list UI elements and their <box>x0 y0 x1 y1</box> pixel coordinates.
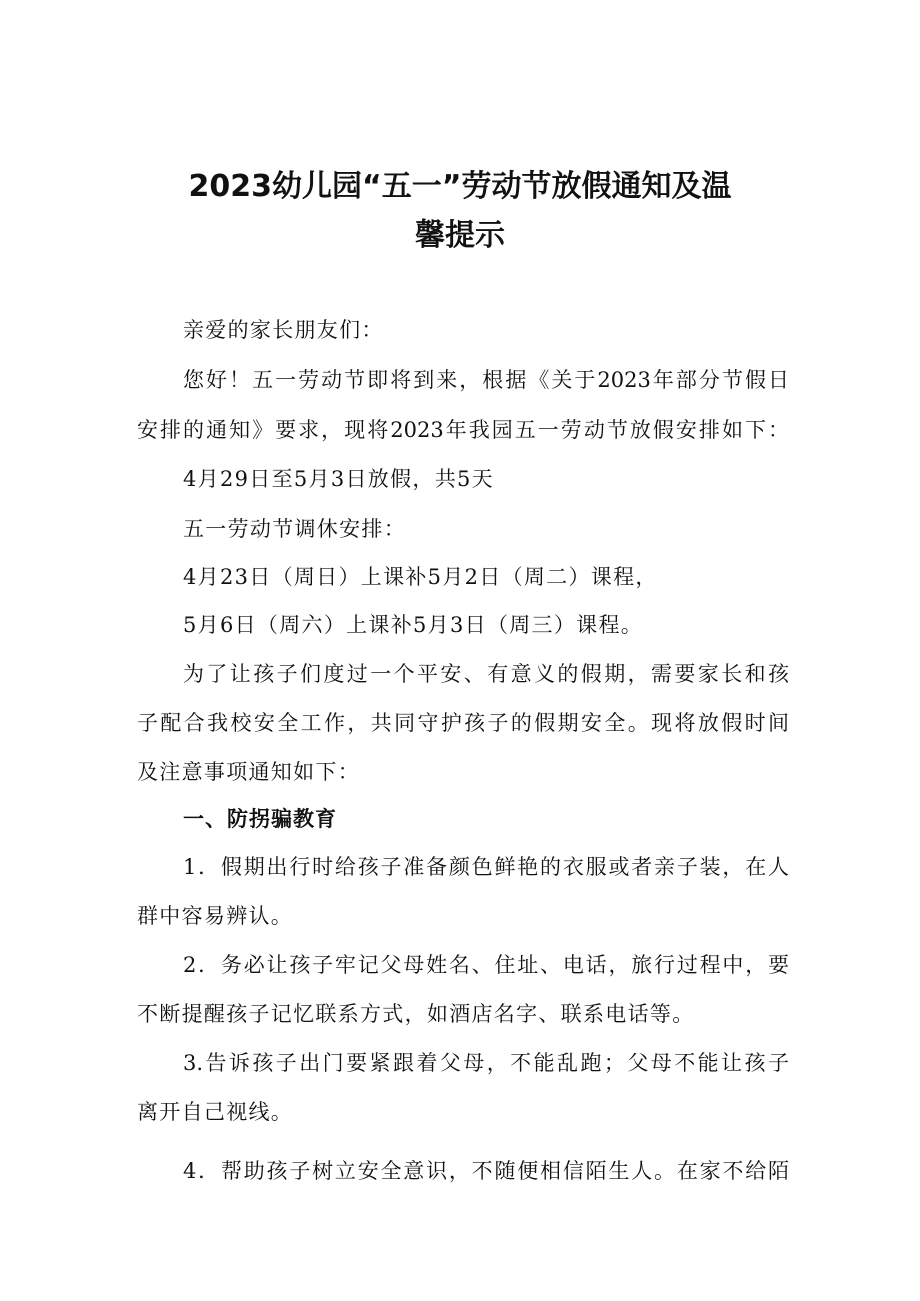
makeup-arrangement-2: 5月6日（周六）上课补5月3日（周三）课程。 <box>183 613 644 637</box>
item-3-line-1: 3.告诉孩子出门要紧跟着父母，不能乱跑；父母不能让孩子 <box>183 1051 789 1075</box>
item-3-line-2: 离开自己视线。 <box>137 1100 294 1124</box>
document-title-line-1: 2023幼儿园“五一”劳动节放假通知及温 <box>188 169 732 204</box>
section-heading-anti-abduction: 一、防拐骗教育 <box>183 807 337 831</box>
item-2-line-1: 2．务必让孩子牢记父母姓名、住址、电话，旅行过程中，要 <box>183 953 789 977</box>
holiday-dates: 4月29日至5月3日放假，共5天 <box>183 467 494 491</box>
item-4-line-1: 4．帮助孩子树立安全意识，不随便相信陌生人。在家不给陌 <box>183 1159 789 1183</box>
intro-line-2: 安排的通知》要求，现将2023年我园五一劳动节放假安排如下： <box>137 418 789 442</box>
makeup-arrangement-1: 4月23日（周日）上课补5月2日（周二）课程， <box>183 565 658 589</box>
intro-line-1: 您好！五一劳动节即将到来，根据《关于2023年部分节假日 <box>183 368 789 392</box>
purpose-line-2: 子配合我校安全工作，共同守护孩子的假期安全。现将放假时间 <box>137 711 789 735</box>
purpose-line-1: 为了让孩子们度过一个平安、有意义的假期，需要家长和孩 <box>183 662 789 686</box>
document-title-line-2: 馨提示 <box>415 218 505 253</box>
makeup-title: 五一劳动节调休安排： <box>183 517 406 541</box>
item-1-line-1: 1．假期出行时给孩子准备颜色鲜艳的衣服或者亲子装，在人 <box>183 855 789 879</box>
greeting: 亲爱的家长朋友们： <box>183 318 384 342</box>
item-2-line-2: 不断提醒孩子记忆联系方式，如酒店名字、联系电话等。 <box>137 1002 695 1026</box>
purpose-line-3: 及注意事项通知如下： <box>137 760 360 784</box>
item-1-line-2: 群中容易辨认。 <box>137 904 294 928</box>
